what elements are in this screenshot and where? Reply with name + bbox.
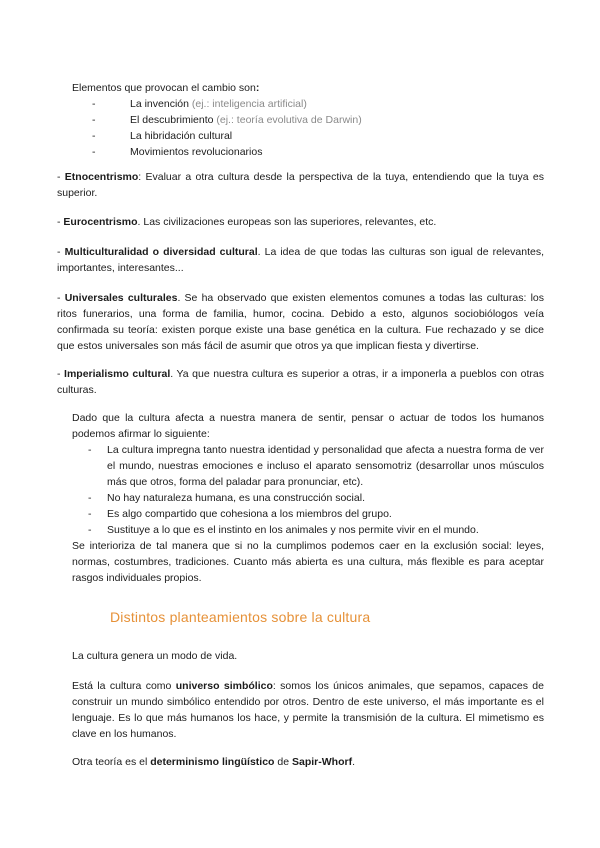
section-paragraph-3: Otra teoría es el determinismo lingüístico de Sapir-Whorf. xyxy=(72,756,355,768)
culture-effect-lead: Dado que la cultura afecta a nuestra manera de sentir, pensar o actuar de todos los humanos podemos afirmar lo siguiente: xyxy=(72,412,544,440)
definition-imperialismo-cultural: - Imperialismo cultural. Ya que nuestra cultura es superior a otras, ir a imponerla a pueblos con otras culturas. xyxy=(57,368,545,396)
list-item: - El descubrimiento (ej.: teoría evolutiva de Darwin) xyxy=(92,114,362,126)
list-item: - Sustituye a lo que es el instinto en los animales y nos permite vivir en el mundo. xyxy=(88,524,479,536)
change-elements-list xyxy=(92,96,362,160)
section-paragraph-1: La cultura genera un modo de vida. xyxy=(72,650,238,662)
definition-multiculturalidad: - Multiculturalidad o diversidad cultural. La idea de que todas las culturas son igual de relevantes, importantes, interesantes... xyxy=(57,246,544,274)
culture-effect-closing: Se interioriza de tal manera que si no la cumplimos podemos caer en la exclusión social: leyes, normas, costumbres, tradiciones. Cuanto más abierta es una cultura, más flexible es para aceptar rasgos individuales propios. xyxy=(72,540,544,584)
list-item: - La hibridación cultural xyxy=(92,130,233,142)
culture-effect-list xyxy=(72,442,544,538)
change-elements-intro: Elementos que provocan el cambio son: xyxy=(72,82,260,94)
definition-universales-culturales: - Universales culturales. Se ha observado que existen elementos comunes a todas las culturas: los ritos funerarios, una forma de familia, humor, cocina. Debido a esto, algunos sociobiólogos veía confirmada su teoría: existen porque existe una base genética en la cultura. Fue rechazado y se dice que estos universales son más fácil de asumir que otros ya que implican fiesta y divertirse. xyxy=(57,292,544,352)
definition-etnocentrismo: - Etnocentrismo: Evaluar a otra cultura desde la perspectiva de la tuya, entendiendo que la tuya es superior. xyxy=(57,171,544,199)
section-paragraph-2: Está la cultura como universo simbólico: somos los únicos animales, que sepamos, capaces de construir un mundo simbólico entendido por otros. Dentro de este universo, el más importante es el lenguaje. Es lo que más humanos los hace, y permite la transmisión de la cultura. El mimetismo es clave en los humanos. xyxy=(72,680,544,740)
list-item: - Movimientos revolucionarios xyxy=(92,146,263,158)
list-item: - La cultura impregna tanto nuestra identidad y personalidad que afecta a nuestra forma de ver el mundo, nuestras emociones e incluso el aparato sensomotriz (desarrollar unos músculos más que otros, forma del paladar para pronunciar, etc). xyxy=(88,444,544,488)
section-heading: Distintos planteamientos sobre la cultura xyxy=(110,609,371,625)
list-item: - No hay naturaleza humana, es una construcción social. xyxy=(88,492,365,504)
list-item: - La invención (ej.: inteligencia artificial) xyxy=(92,98,307,110)
culture-effect-block xyxy=(72,410,544,586)
definition-eurocentrismo: - Eurocentrismo. Las civilizaciones europeas son las superiores, relevantes, etc. xyxy=(57,216,437,228)
list-item: - Es algo compartido que cohesiona a los miembros del grupo. xyxy=(88,508,392,520)
